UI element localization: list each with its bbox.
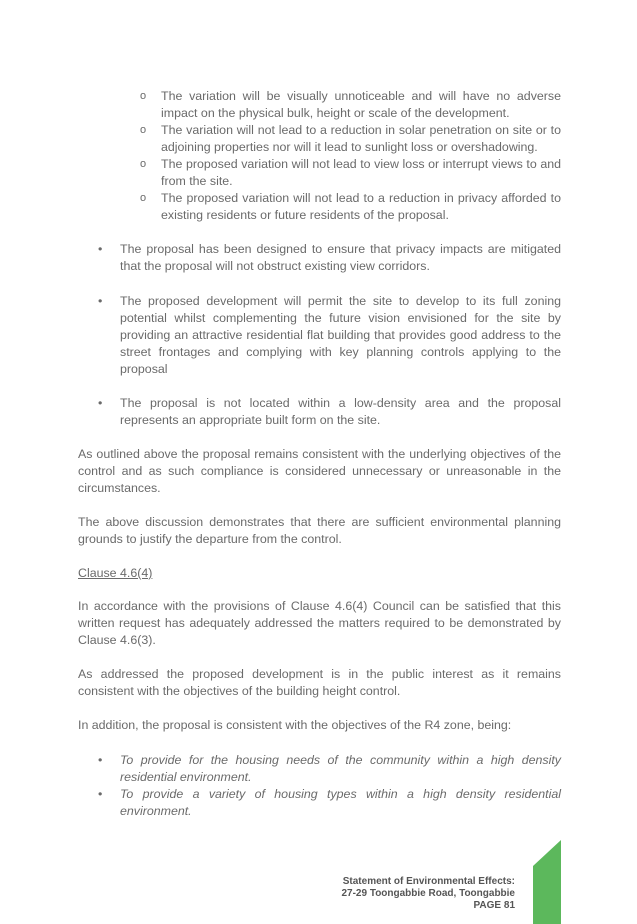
sub-bullet-text: The proposed variation will not lead to a reduction in privacy afforded to existing residents or future residents of the proposal. — [161, 191, 561, 222]
green-corner-shape — [533, 840, 561, 924]
sub-bullet-text: The variation will be visually unnoticeable and will have no adverse impact on the physical bulk, height or scale of the development. — [161, 89, 561, 120]
section-heading: Clause 4.6(4) — [78, 566, 153, 580]
sub-bullet-item — [138, 88, 561, 122]
paragraph: In accordance with the provisions of Clause 4.6(4) Council can be satisfied that this written request has adequately addressed the matters required to be demonstrated by Clause 4.6(3). — [78, 599, 561, 647]
paragraph: As outlined above the proposal remains consistent with the underlying objectives of the control and as such compliance is considered unnecessary or unreasonable in the circumstances. — [78, 447, 561, 495]
paragraph: In addition, the proposal is consistent with the objectives of the R4 zone, being: — [78, 718, 512, 732]
bullet-dot-icon: • — [98, 242, 103, 256]
paragraph: The above discussion demonstrates that there are sufficient environmental planning grounds to justify the departure from the control. — [78, 515, 561, 546]
footer-address: 27-29 Toongabbie Road, Toongabbie — [341, 888, 515, 899]
page-footer — [341, 876, 515, 912]
bullet-item — [98, 395, 561, 429]
green-corner-decoration — [533, 840, 637, 924]
page-number: PAGE 81 — [473, 900, 515, 911]
footer-title: Statement of Environmental Effects: — [342, 876, 515, 887]
bullet-dot-icon: • — [98, 294, 103, 308]
bullet-item — [98, 241, 561, 275]
objective-item — [98, 786, 561, 820]
objective-text: To provide for the housing needs of the community within a high density residential environment. — [120, 753, 561, 784]
bullet-text: The proposed development will permit the site to develop to its full zoning potential whilst complementing the future vision envisioned for the site by providing an attractive residential flat building that provides good address to the street frontages and complying with key planning controls applying to the proposal — [120, 294, 561, 376]
bullet-dot-icon: • — [98, 753, 103, 767]
bullet-item — [98, 293, 561, 378]
bullet-dot-icon: • — [98, 396, 103, 410]
bullet-text: The proposal is not located within a low-density area and the proposal represents an appropriate built form on the site. — [120, 396, 561, 427]
sub-bullet-item — [138, 122, 561, 156]
circle-bullet-icon: o — [140, 158, 147, 170]
paragraph: As addressed the proposed development is in the public interest as it remains consistent with the objectives of the building height control. — [78, 667, 561, 698]
circle-bullet-icon: o — [140, 124, 147, 136]
sub-bullet-item — [138, 156, 561, 190]
sub-bullet-text: The variation will not lead to a reduction in solar penetration on site or to adjoining properties nor will it lead to sunlight loss or overshadowing. — [161, 123, 561, 154]
bullet-dot-icon: • — [98, 787, 103, 801]
circle-bullet-icon: o — [140, 192, 147, 204]
objective-item — [98, 752, 561, 786]
bullet-text: The proposal has been designed to ensure that privacy impacts are mitigated that the proposal will not obstruct existing view corridors. — [120, 242, 561, 273]
circle-bullet-icon: o — [140, 90, 147, 102]
objective-text: To provide a variety of housing types within a high density residential environment. — [120, 787, 561, 818]
sub-bullet-text: The proposed variation will not lead to view loss or interrupt views to and from the site. — [161, 157, 561, 188]
sub-bullet-item — [138, 190, 561, 224]
